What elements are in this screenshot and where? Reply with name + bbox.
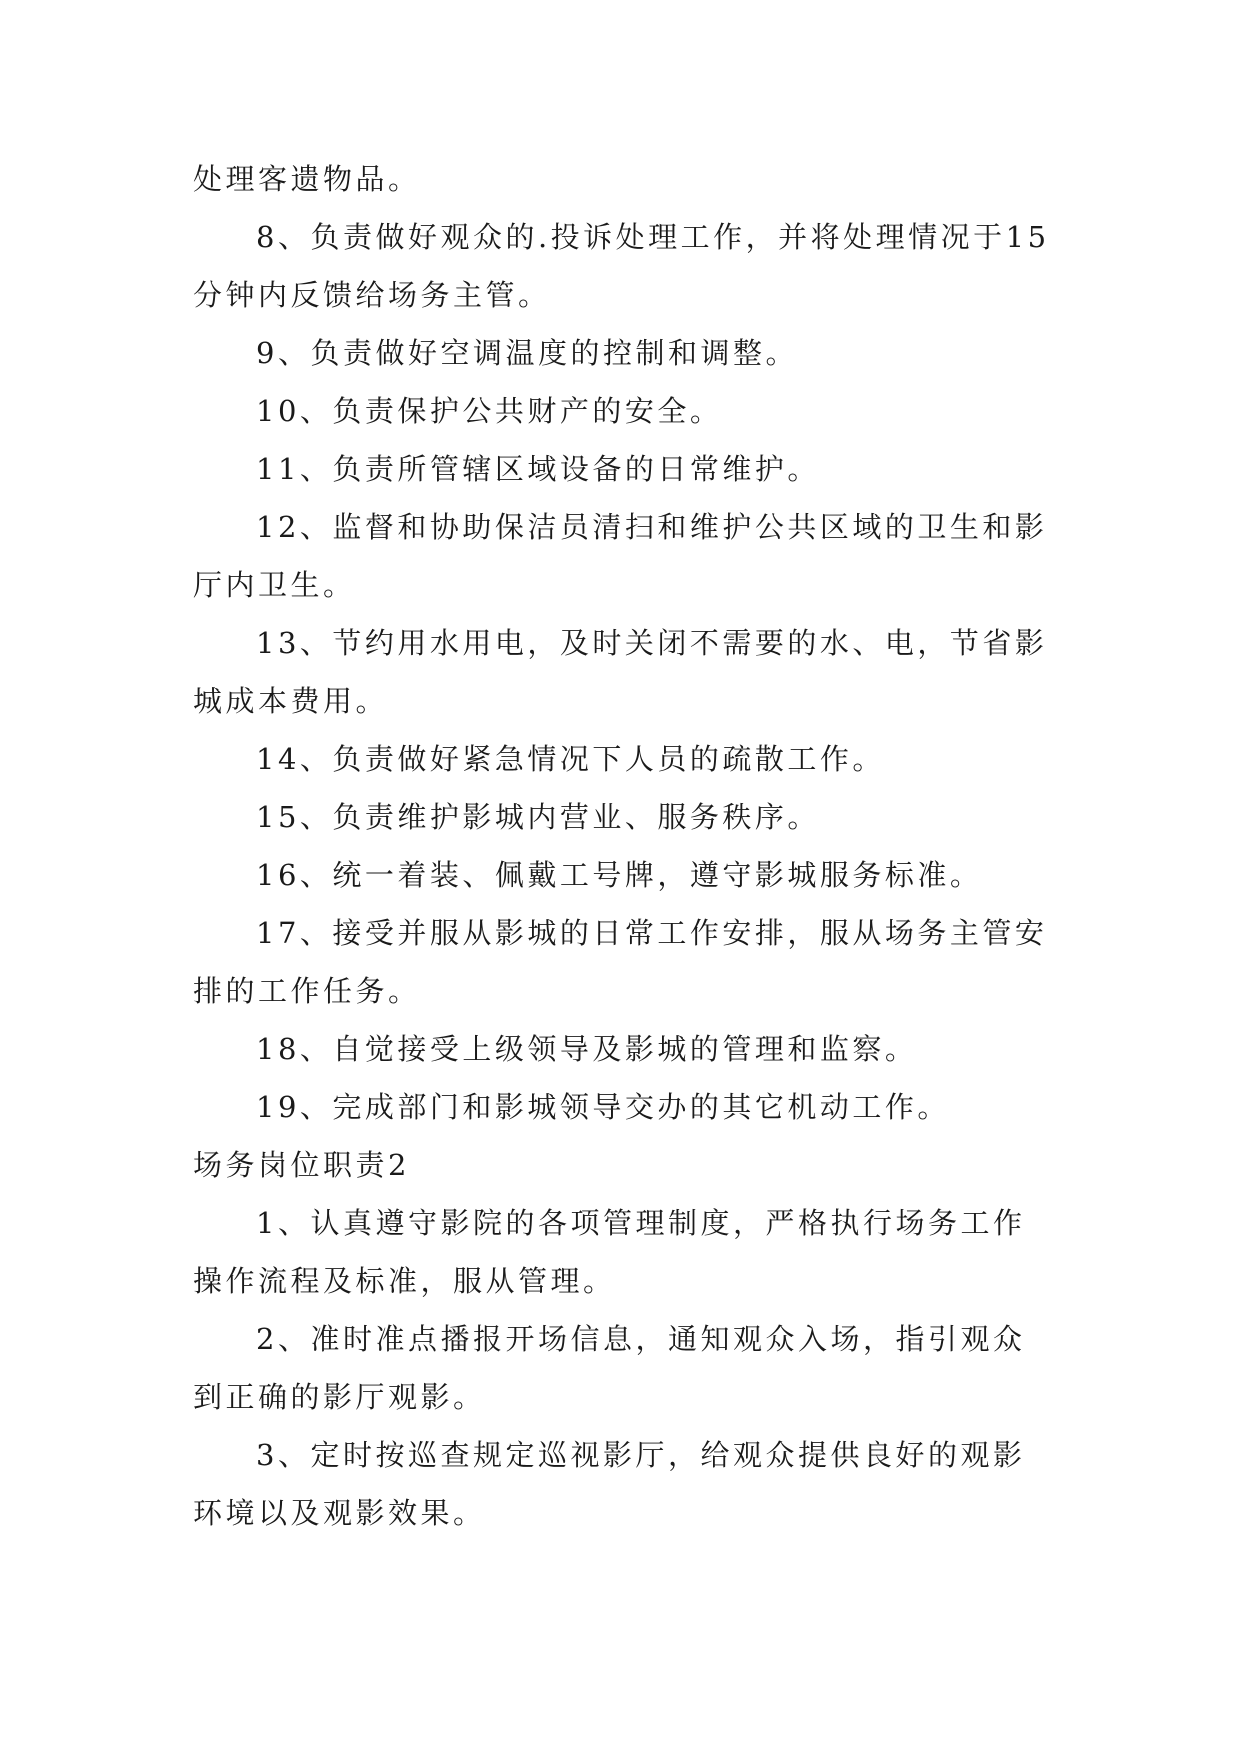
text-line: 环境以及观影效果。	[193, 1496, 486, 1530]
list-item: 17、接受并服从影城的日常工作安排，服从场务主管安	[256, 916, 1048, 950]
list-item: 19、完成部门和影城领导交办的其它机动工作。	[256, 1090, 950, 1124]
list-item: 14、负责做好紧急情况下人员的疏散工作。	[256, 742, 885, 776]
list-item: 12、监督和协助保洁员清扫和维护公共区域的卫生和影	[256, 510, 1048, 544]
list-item: 9、负责做好空调温度的控制和调整。	[256, 336, 798, 370]
section-heading: 场务岗位职责2	[193, 1148, 410, 1182]
text-line: 到正确的影厅观影。	[193, 1380, 486, 1414]
list-item: 10、负责保护公共财产的安全。	[256, 394, 723, 428]
list-item: 8、负责做好观众的.投诉处理工作，并将处理情况于15	[256, 220, 1050, 254]
list-item: 16、统一着装、佩戴工号牌，遵守影城服务标准。	[256, 858, 983, 892]
text-line: 分钟内反馈给场务主管。	[193, 278, 551, 312]
list-item: 3、定时按巡查规定巡视影厅，给观众提供良好的观影	[256, 1438, 1026, 1472]
document-body	[193, 150, 1053, 1542]
text-line: 排的工作任务。	[193, 974, 421, 1008]
list-item: 18、自觉接受上级领导及影城的管理和监察。	[256, 1032, 918, 1066]
text-line: 操作流程及标准，服从管理。	[193, 1264, 616, 1298]
list-item: 2、准时准点播报开场信息，通知观众入场，指引观众	[256, 1322, 1026, 1356]
list-item: 1、认真遵守影院的各项管理制度，严格执行场务工作	[256, 1206, 1026, 1240]
text-line: 厅内卫生。	[193, 568, 356, 602]
text-line: 城成本费用。	[193, 684, 389, 718]
list-item: 13、节约用水用电，及时关闭不需要的水、电，节省影	[256, 626, 1048, 660]
list-item: 15、负责维护影城内营业、服务秩序。	[256, 800, 820, 834]
list-item: 11、负责所管辖区域设备的日常维护。	[256, 452, 820, 486]
text-line: 处理客遗物品。	[193, 162, 421, 196]
